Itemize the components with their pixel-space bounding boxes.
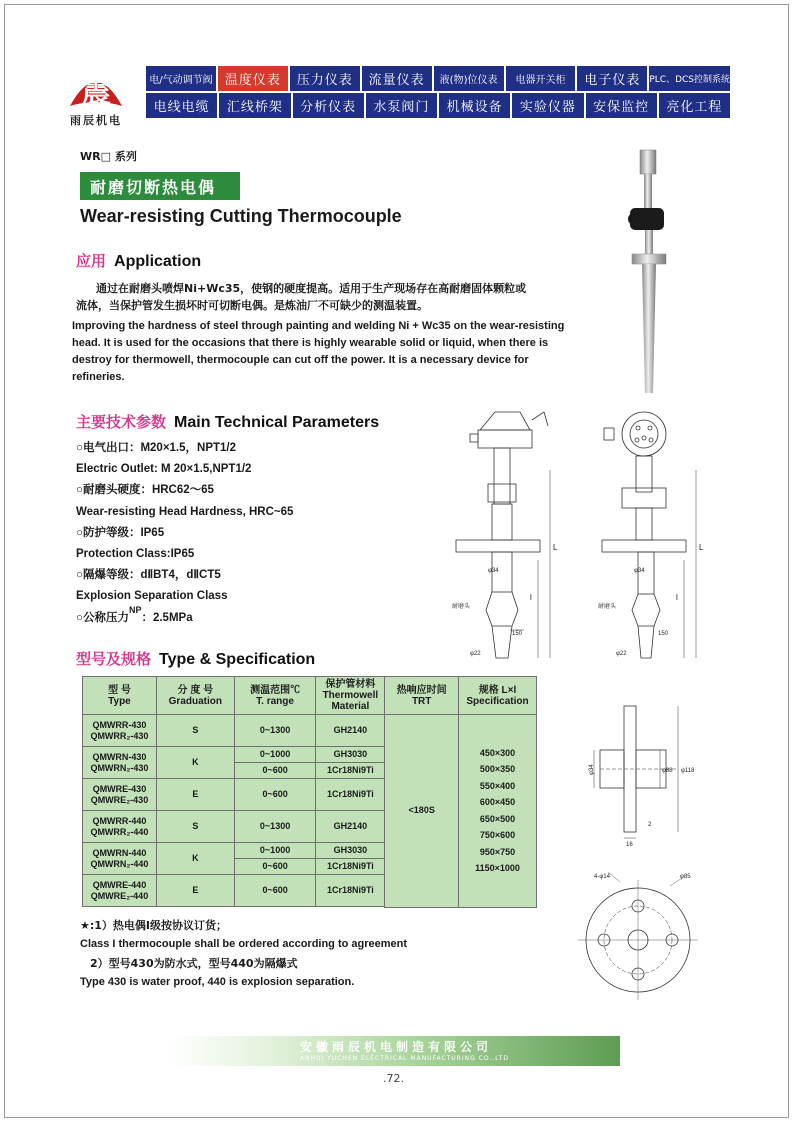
param-explosion-cn: ○隔爆等级：dⅡBT4，dⅡCT5 <box>76 569 221 582</box>
series-label: WR□ 系列 <box>80 150 137 163</box>
type-spec-heading-en: Type & Specification <box>159 651 316 668</box>
note-2-cn: 2）型号430为防水式，型号440为隔爆式 <box>90 957 298 970</box>
param-pressure-value: ：2.5MPa <box>141 611 193 624</box>
application-text-cn-1: 通过在耐磨头喷焊Ni+Wc35，使钢的硬度提高。适用于生产现场存在高耐磨固体颗粒或 <box>96 282 527 295</box>
nav-level[interactable]: 液(物)位仪表 <box>434 66 504 91</box>
application-heading-cn: 应用 <box>76 252 107 270</box>
svg-text:震: 震 <box>81 75 111 110</box>
parameters-list <box>76 438 416 629</box>
nav-machinery[interactable]: 机械设备 <box>439 93 510 118</box>
dim-150-left: 150 <box>512 631 523 637</box>
application-text-en-4: refineries. <box>72 371 125 383</box>
label-head-right: 耐磨头 <box>598 604 617 610</box>
cell-material: 1Cr18Ni9Ti <box>316 875 385 907</box>
nav-analysis[interactable]: 分析仪表 <box>293 93 364 118</box>
footer-company-en: ANHUI YUCHEN ELECTRICAL MANUFACTURING CO.,LTD <box>300 1055 509 1062</box>
parameters-heading-cn: 主要技术参数 <box>76 413 167 431</box>
param-hardness-cn: ○耐磨头硬度：HRC62～65 <box>76 484 214 497</box>
cell-material: 1Cr18Ni9Ti <box>316 763 385 779</box>
cell-material: GH2140 <box>316 811 385 843</box>
type-spec-heading-cn: 型号及规格 <box>76 650 152 668</box>
dim-85: φ85 <box>680 874 691 880</box>
nav-lab[interactable]: 实验仪器 <box>512 93 583 118</box>
param-hardness-en: Wear-resisting Head Hardness, HRC~65 <box>76 505 294 518</box>
dim-34-flange: φ34 <box>589 764 595 775</box>
dim-l2-right: l <box>676 593 678 602</box>
param-pressure <box>76 604 416 629</box>
cell-material: 1Cr18Ni9Ti <box>316 859 385 875</box>
dim-88: φ88 <box>662 768 673 774</box>
product-title-cn: 耐磨切断热电偶 <box>80 172 240 200</box>
param-protection-en: Protection Class:IP65 <box>76 548 195 561</box>
note-1-en: Class I thermocouple shall be ordered according to agreement <box>80 938 408 950</box>
nav-bridge[interactable]: 汇线桥架 <box>219 93 290 118</box>
nav-temperature[interactable]: 温度仪表 <box>218 66 288 91</box>
cell-range: 0~1300 <box>234 715 316 747</box>
application-text-en-2: head. It is used for the occasions that there is highly wearable solid or liquid, when there is <box>72 337 549 349</box>
cell-type: QMWRN-430 QMWRN₂-430 <box>83 747 157 779</box>
param-electric-outlet-cn: ○电气出口：M20×1.5，NPT1/2 <box>76 442 237 454</box>
dim-150-right: 150 <box>658 631 669 637</box>
th-spec: 规格 L×l Specification <box>459 677 537 715</box>
nav-plc-dcs[interactable]: PLC、DCS控制系统 <box>649 66 730 91</box>
application-text-en-1: Improving the hardness of steel through painting and welding Ni + Wc35 on the wear-resisting <box>72 320 565 332</box>
cell-material: GH2140 <box>316 715 385 747</box>
dim-l2-left: l <box>530 593 532 602</box>
cell-type: QMWRR-440 QMWRR₂-440 <box>83 811 157 843</box>
cell-graduation: S <box>156 715 234 747</box>
nav-pressure[interactable]: 压力仪表 <box>290 66 360 91</box>
company-short-name: 雨辰机电 <box>70 114 122 127</box>
dim-34-right: φ34 <box>634 568 645 574</box>
cell-material: GH3030 <box>316 843 385 859</box>
th-trt: 热响应时间 TRT <box>385 677 459 715</box>
cell-graduation: K <box>156 843 234 875</box>
spec-table <box>82 676 537 908</box>
nav-pumps[interactable]: 水泵阀门 <box>366 93 437 118</box>
cell-type: QMWRR-430 QMWRR₂-430 <box>83 715 157 747</box>
nav-switchgear[interactable]: 电器开关柜 <box>506 66 576 91</box>
dim-22-left: φ22 <box>470 651 481 657</box>
nav-security[interactable]: 安保监控 <box>586 93 657 118</box>
cell-range: 0~600 <box>234 779 316 811</box>
cell-graduation: E <box>156 875 234 907</box>
nav-cables[interactable]: 电线电缆 <box>146 93 217 118</box>
cell-type: QMWRE-430 QMWRE₂-430 <box>83 779 157 811</box>
application-heading-en: Application <box>114 253 202 270</box>
cell-material: 1Cr18Ni9Ti <box>316 779 385 811</box>
cell-type: QMWRE-440 QMWRE₂-440 <box>83 875 157 907</box>
cell-type: QMWRN-440 QMWRN₂-440 <box>83 843 157 875</box>
param-pressure-np: NP <box>128 604 142 615</box>
label-head-left: 耐磨头 <box>452 604 471 610</box>
drawing-explosion-proof <box>596 400 716 670</box>
type-spec-heading <box>76 648 315 669</box>
dim-l-right: L <box>699 543 704 552</box>
nav-flow[interactable]: 流量仪表 <box>362 66 432 91</box>
note-1-cn: ★:1）热电偶Ⅰ级按协议订货； <box>80 919 228 932</box>
cell-range: 0~600 <box>234 859 316 875</box>
cell-graduation: K <box>156 747 234 779</box>
cell-trt: <180S <box>385 715 459 908</box>
nav-row-1 <box>146 66 730 91</box>
dim-l-left: L <box>553 543 558 552</box>
product-title-en: Wear-resisting Cutting Thermocouple <box>80 206 402 226</box>
category-nav <box>146 66 730 120</box>
dim-118: φ118 <box>681 768 695 774</box>
cell-graduation: E <box>156 779 234 811</box>
dim-holes: 4-φ14 <box>594 874 610 880</box>
th-range: 测温范围℃ T. range <box>234 677 316 715</box>
application-heading <box>76 250 201 271</box>
dim-34-left: φ34 <box>488 568 499 574</box>
param-explosion-en: Explosion Separation Class <box>76 590 228 603</box>
param-pressure-label: ○公称压力 <box>76 611 129 624</box>
product-photo <box>598 148 708 398</box>
cell-range: 0~600 <box>234 763 316 779</box>
th-type: 型 号 Type <box>83 677 157 715</box>
param-electric-outlet-en: Electric Outlet: M 20×1.5,NPT1/2 <box>76 463 252 476</box>
drawing-flange-top <box>574 868 714 1008</box>
dim-16: 16 <box>626 842 633 848</box>
note-2-en: Type 430 is water proof, 440 is explosion separation. <box>80 976 355 988</box>
drawing-flange-side <box>580 700 720 850</box>
application-text-cn-2: 流体，当保护管发生损坏时可切断电偶。是炼油厂不可缺少的测温装置。 <box>76 299 428 312</box>
parameters-heading <box>76 411 379 432</box>
footer-company-cn: 安徽雨辰机电制造有限公司 <box>300 1040 493 1054</box>
th-graduation: 分 度 号 Graduation <box>156 677 234 715</box>
page-number: .72. <box>383 1072 404 1085</box>
cell-range: 0~1000 <box>234 843 316 859</box>
table-row <box>83 715 537 747</box>
spec-table-header <box>83 677 537 715</box>
cell-range: 0~600 <box>234 875 316 907</box>
cell-spec-list: 450×300 500×350 550×400 600×450 650×500 750×600 950×750 1150×1000 <box>459 715 537 908</box>
notes <box>80 916 407 992</box>
drawing-waterproof <box>450 400 570 670</box>
cell-range: 0~1000 <box>234 747 316 763</box>
cell-graduation: S <box>156 811 234 843</box>
nav-electronic[interactable]: 电子仪表 <box>577 66 647 91</box>
cell-material: GH3030 <box>316 747 385 763</box>
dim-22-right: φ22 <box>616 651 627 657</box>
dim-2: 2 <box>648 822 652 828</box>
cell-range: 0~1300 <box>234 811 316 843</box>
parameters-heading-en: Main Technical Parameters <box>174 414 380 431</box>
param-protection-cn: ○防护等级：IP65 <box>76 526 165 539</box>
nav-lighting[interactable]: 亮化工程 <box>659 93 730 118</box>
nav-row-2 <box>146 93 730 118</box>
nav-valves[interactable]: 电/气动调节阀 <box>146 66 216 91</box>
application-text-en-3: destroy for thermowell, thermocouple can cut off the power. It is a necessary device for <box>72 354 529 366</box>
th-material: 保护管材料 Thermowell Material <box>316 677 385 715</box>
